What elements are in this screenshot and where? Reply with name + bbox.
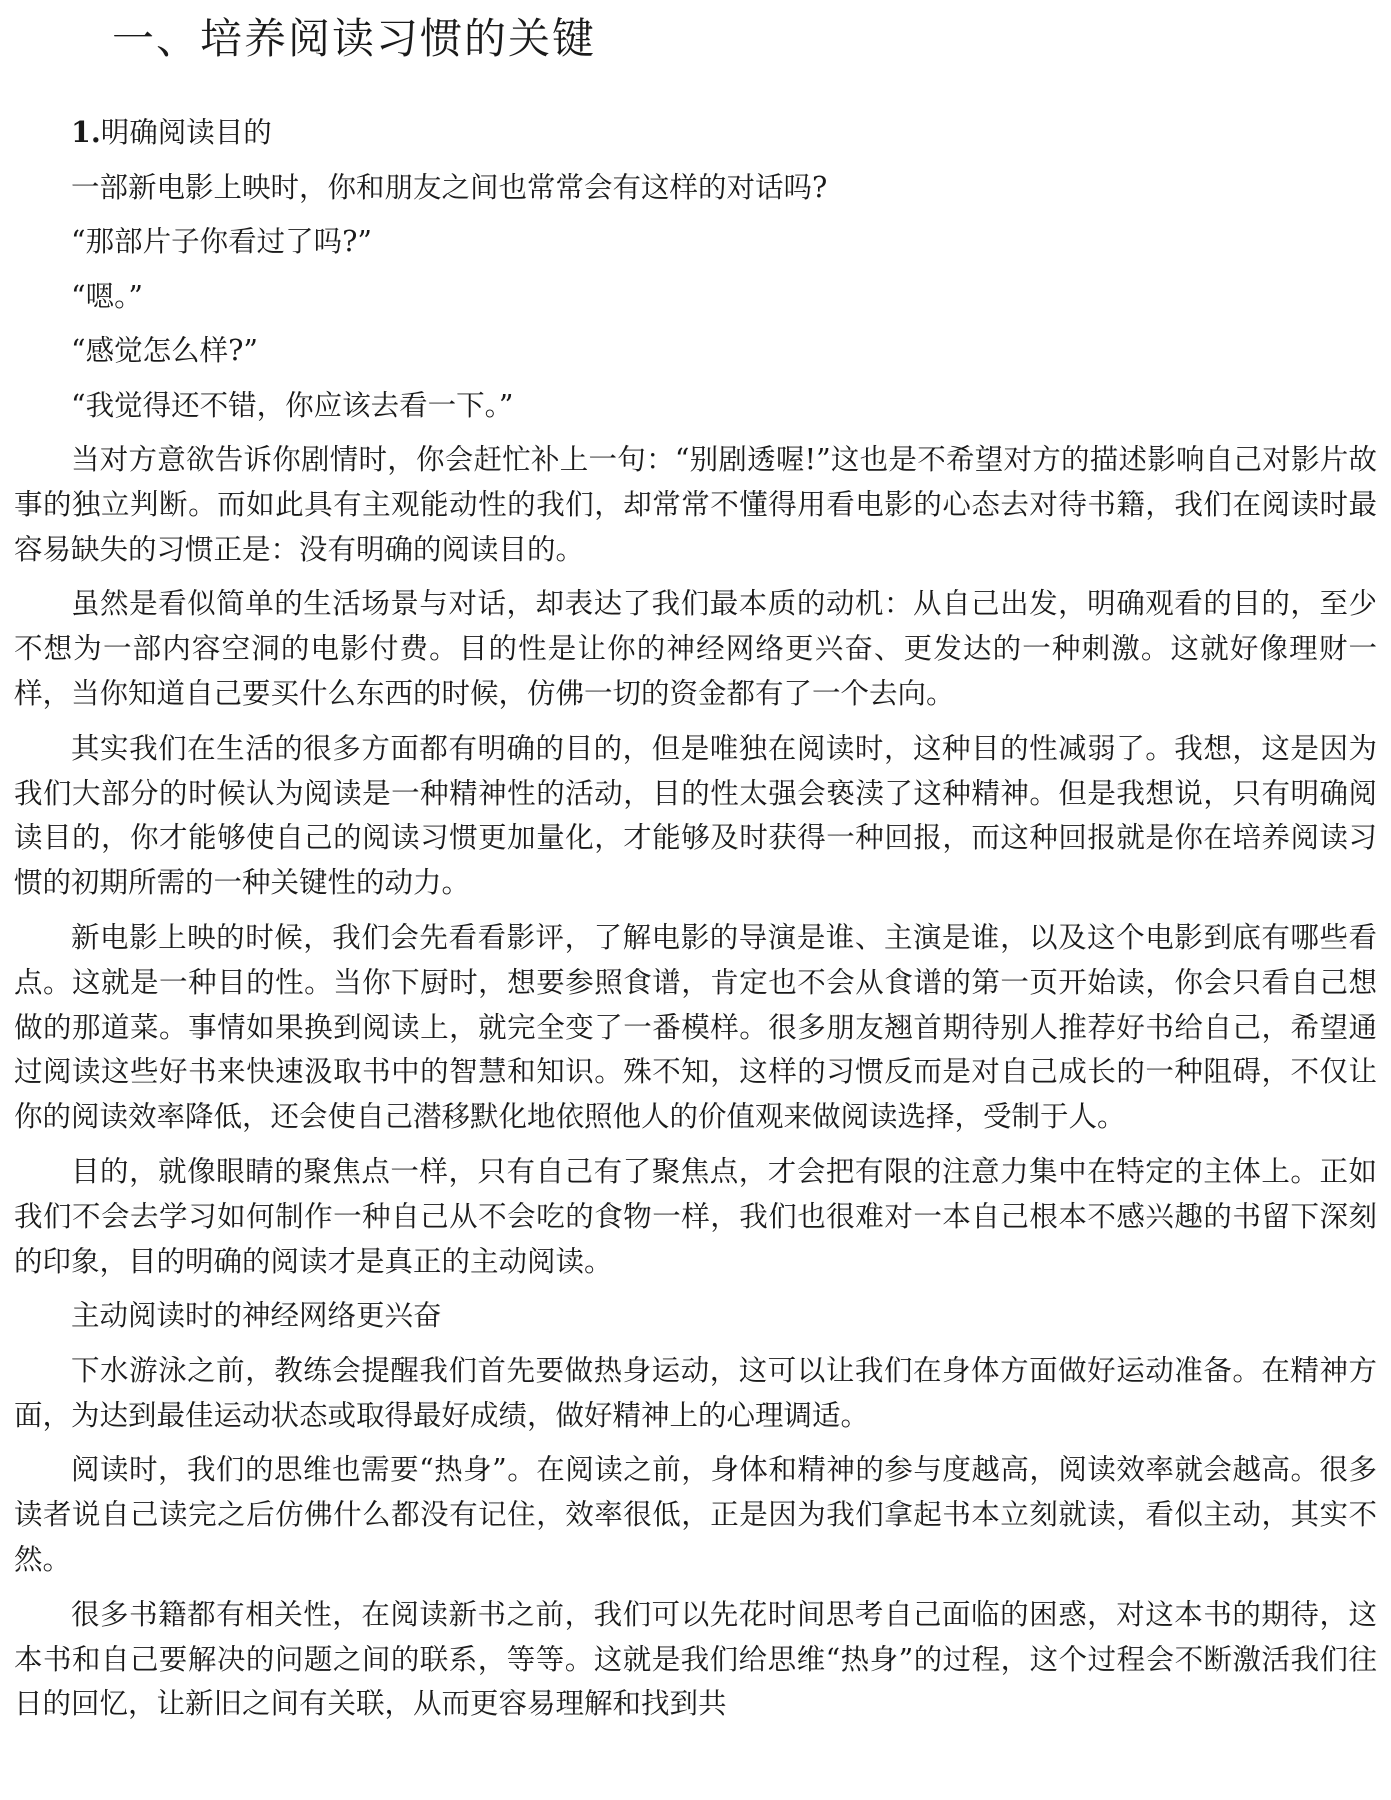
body-paragraph: 虽然是看似简单的生活场景与对话，却表达了我们最本质的动机：从自己出发，明确观看的目的，至少不想为一部内容空洞的电影付费。目的性是让你的神经网络更兴奋、更发达的一种刺激。这就好像理财一样，当你知道自己要买什么东西的时候，仿佛一切的资金都有了一个去向。 [14,587,1377,710]
section-number: 1. [71,115,101,149]
dialogue-line: “嗯。” [71,279,143,313]
dialogue-line: “那部片子你看过了吗?” [71,225,372,258]
body-paragraph: 其实我们在生活的很多方面都有明确的目的，但是唯独在阅读时，这种目的性减弱了。我想，这是因为我们大部分的时候认为阅读是一种精神性的活动，目的性太强会亵渎了这种精神。但是我想说，只有明确阅读目的，你才能够使自己的阅读习惯更加量化，才能够及时获得一种回报，而这种回报就是你在培养阅读习惯的初期所需的一种关键性的动力。 [14,731,1377,900]
body-paragraph: 很多书籍都有相关性，在阅读新书之前，我们可以先花时间思考自己面临的困惑，对这本书的期待，这本书和自己要解决的问题之间的联系，等等。这就是我们给思维“热身”的过程，这个过程会不断激活我们往日的回忆，让新旧之间有关联，从而更容易理解和找到共 [14,1597,1377,1721]
body-paragraph: 下水游泳之前，教练会提醒我们首先要做热身运动，这可以让我们在身体方面做好运动准备。在精神方面，为达到最佳运动状态或取得最好成绩，做好精神上的心理调适。 [14,1353,1377,1432]
section-heading [14,110,1377,156]
body-paragraph: 目的，就像眼睛的聚焦点一样，只有自己有了聚焦点，才会把有限的注意力集中在特定的主体上。正如我们不会去学习如何制作一种自己从不会吃的食物一样，我们也很难对一本自己根本不感兴趣的书留下深刻的印象，目的明确的阅读才是真正的主动阅读。 [14,1154,1377,1278]
body-paragraph: 阅读时，我们的思维也需要“热身”。在阅读之前，身体和精神的参与度越高，阅读效率就会越高。很多读者说自己读完之后仿佛什么都没有记住，效率很低，正是因为我们拿起书本立刻就读，看似主动，其实不然。 [14,1453,1377,1577]
dialogue-line: “我觉得还不错，你应该去看一下。” [71,388,514,422]
body-paragraph: 新电影上映的时候，我们会先看看影评，了解电影的导演是谁、主演是谁，以及这个电影到底有哪些看点。这就是一种目的性。当你下厨时，想要参照食谱，肯定也不会从食谱的第一页开始读，你会只看自己想做的那道菜。事情如果换到阅读上，就完全变了一番模样。很多朋友翘首期待别人推荐好书给自己，希望通过阅读这些好书来快速汲取书中的智慧和知识。殊不知，这样的习惯反而是对自己成长的一种阻碍，不仅让你的阅读效率降低，还会使自己潜移默化地依照他人的价值观来做阅读选择，受制于人。 [14,920,1377,1134]
dialogue-line: 一部新电影上映时，你和朋友之间也常常会有这样的对话吗? [71,170,828,204]
dialogue-line: “感觉怎么样?” [71,334,258,367]
section-title: 明确阅读目的 [100,116,272,149]
subheading: 主动阅读时的神经网络更兴奋 [71,1299,442,1333]
body-paragraph: 当对方意欲告诉你剧情时，你会赶忙补上一句：“别剧透喔!”这也是不希望对方的描述影响自己对影片故事的独立判断。而如此具有主观能动性的我们，却常常不懂得用看电影的心态去对待书籍，我们在阅读时最容易缺失的习惯正是：没有明确的阅读目的。 [14,443,1377,566]
chapter-title: 一、培养阅读习惯的关键 [112,14,597,63]
